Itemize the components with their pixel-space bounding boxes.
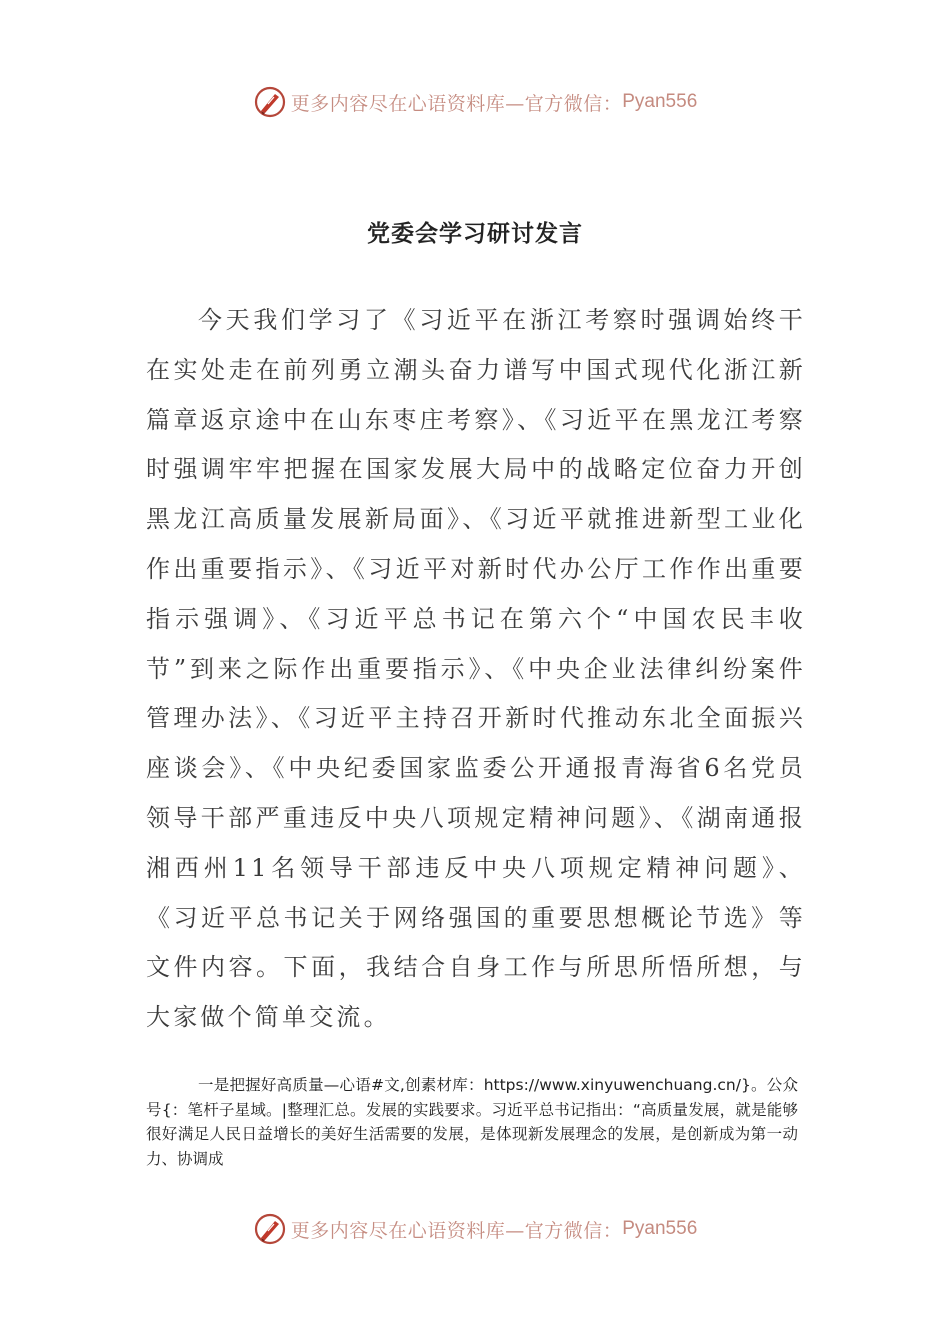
body-paragraph: 今天我们学习了《习近平在浙江考察时强调始终干在实处走在前列勇立潮头奋力谱写中国式现代化浙江新篇章返京途中在山东枣庄考察》、《习近平在黑龙江考察时强调牢牢把握在国家发展大局中的战略定位奋力开创黑龙江高质量发展新局面》、《习近平就推进新型工业化作出重要指示》、《习近平对新时代办公厅工作作出重要指示强调》、《习近平总书记在第六个“中国农民丰收节”到来之际作出重要指示》、《中央企业法律纠纷案件管理办法》、《习近平主持召开新时代推动东北全面振兴座谈会》、《中央纪委国家监委公开通报青海省6名党员领导干部严重违反中央八项规定精神问题》、《湖南通报湘西州11名领导干部违反中央八项规定精神问题》、《习近平总书记关于网络强国的重要思想概论节选》等文件内容。下面，我结合自身工作与所思所悟所想，与大家做个简单交流。 bbox=[146, 306, 806, 1032]
quill-pen-logo-icon bbox=[253, 85, 287, 119]
watermark-text: 更多内容尽在心语资料库—官方微信： bbox=[290, 92, 623, 115]
watermark-wechat-id: Pyan556 bbox=[622, 91, 698, 112]
footer-watermark-banner bbox=[0, 1207, 950, 1251]
quill-pen-logo-icon bbox=[253, 1212, 287, 1246]
watermark-text: 更多内容尽在心语资料库—官方微信： bbox=[290, 1219, 623, 1242]
document-title: 党委会学习研讨发言 bbox=[367, 220, 583, 247]
watermark-wechat-id: Pyan556 bbox=[622, 1218, 698, 1239]
section-paragraph: 一是把握好高质量—心语#文,创素材库：https://www.xinyuwenchuang.cn/}。公众号{：笔杆子星域。|整理汇总。发展的实践要求。习近平总书记指出：“高质量发展，就是能够很好满足人民日益增长的美好生活需要的发展，是体现新发展理念的发展，是创新成为第一动力、协调成 bbox=[146, 1076, 798, 1168]
header-watermark-banner bbox=[0, 80, 950, 124]
